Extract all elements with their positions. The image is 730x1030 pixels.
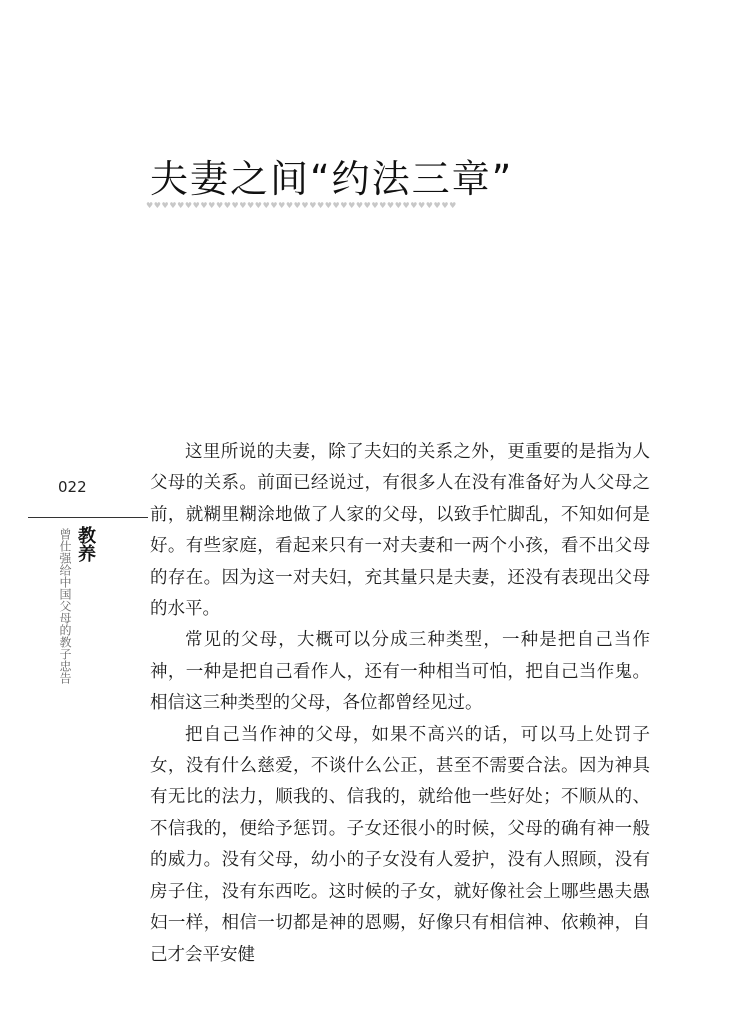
book-series-title: 教养	[75, 526, 96, 562]
paragraph-3: 把自己当作神的父母，如果不高兴的话，可以马上处罚子女，没有什么慈爱，不谈什么公正，甚至不需要合法。因为神具有无比的法力，顺我的、信我的，就给他一些好处；不顺从的、不信我的，便给予惩罚。子女还很小的时候，父母的确有神一般的威力。没有父母，幼小的子女没有人爱护，没有人照顾，没有房子住，没有东西吃。这时候的子女，就好像社会上哪些愚夫愚妇一样，相信一切都是神的恩赐，好像只有相信神、依赖神，自己才会平安健	[150, 724, 650, 965]
body-text	[150, 437, 650, 971]
margin-rule	[28, 517, 148, 518]
paragraph-2: 常见的父母，大概可以分成三种类型，一种是把自己当作神，一种是把自己看作人，还有一种相当可怕，把自己当作鬼。相信这三种类型的父母，各位都曾经见过。	[150, 630, 650, 714]
decorative-heart-divider: ♥♥♥♥♥♥♥♥♥♥♥♥♥♥♥♥♥♥♥♥♥♥♥♥♥♥♥♥♥♥♥♥♥♥♥♥♥♥♥♥	[146, 201, 457, 210]
chapter-title: 夫妻之间“约法三章”	[150, 157, 514, 201]
page-number: 022	[58, 478, 87, 496]
paragraph-1: 这里所说的夫妻，除了夫妇的关系之外，更重要的是指为人父母的关系。前面已经说过，有很多人在没有准备好为人父母之前，就糊里糊涂地做了人家的父母，以致手忙脚乱，不知如何是好。有些家庭，看起来只有一对夫妻和一两个小孩，看不出父母的存在。因为这一对夫妇，充其量只是夫妻，还没有表现出父母的水平。	[150, 442, 650, 620]
book-series-subtitle: 曾仕强给中国父母的教子忠告	[58, 528, 72, 684]
